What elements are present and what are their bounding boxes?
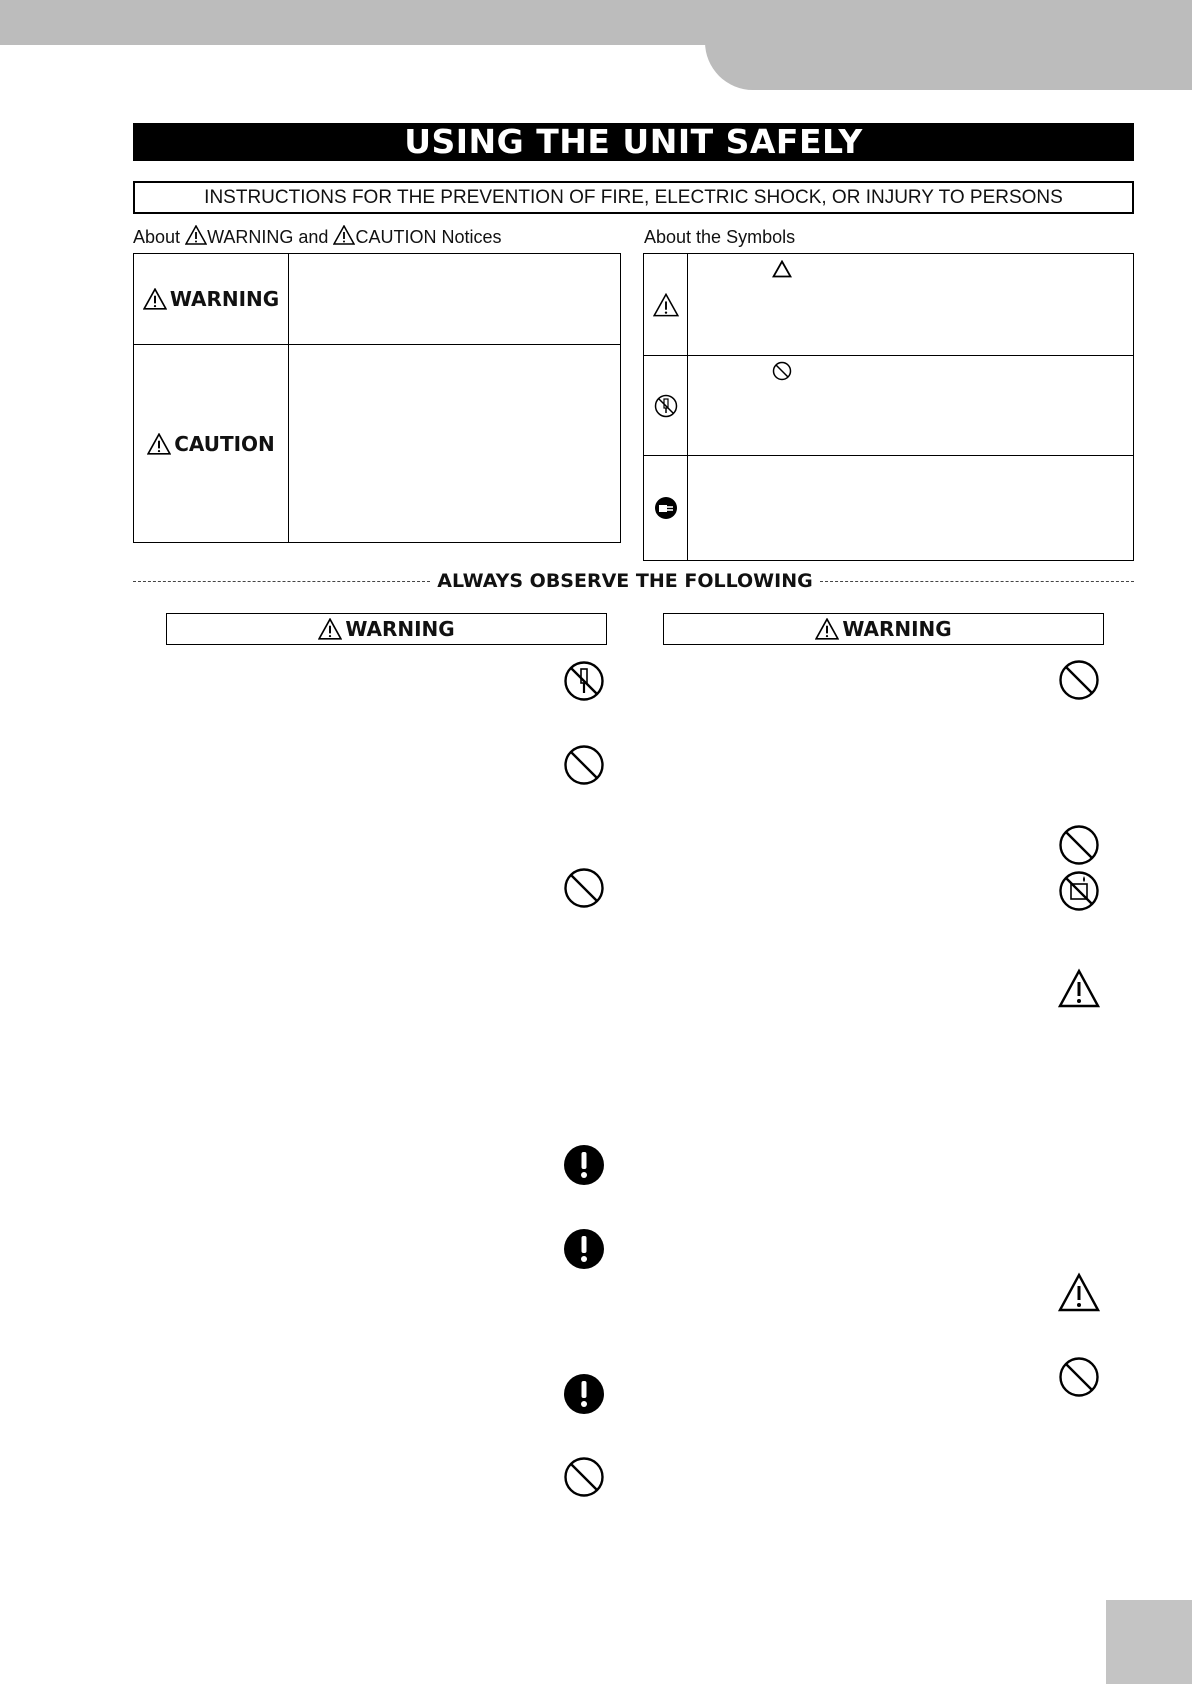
warning-triangle-icon xyxy=(653,293,679,317)
caution-triangle-icon xyxy=(1058,1272,1100,1314)
corner-tab xyxy=(1106,1600,1192,1684)
prohibited-icon xyxy=(563,867,605,909)
warning-row xyxy=(134,254,620,345)
notices-heading-caution: CAUTION xyxy=(355,227,437,247)
prohibited-icon xyxy=(563,1456,605,1498)
symbol-row-mandatory xyxy=(644,456,1133,560)
prohibited-icon xyxy=(1058,824,1100,866)
right-warning-label: WARNING xyxy=(842,617,952,641)
caution-triangle-icon xyxy=(1058,968,1100,1010)
warning-triangle-icon xyxy=(143,288,167,310)
notices-heading-about: About xyxy=(133,227,181,247)
symbols-heading: About the Symbols xyxy=(644,227,796,247)
warning-triangle-icon xyxy=(147,433,171,455)
notices-heading-warning: WARNING xyxy=(207,227,294,247)
warning-triangle-icon xyxy=(185,225,207,245)
instructions-banner: INSTRUCTIONS FOR THE PREVENTION OF FIRE, ELECTRIC SHOCK, OR INJURY TO PERSONS xyxy=(133,181,1134,214)
warning-label: WARNING xyxy=(169,287,280,311)
warning-triangle-icon xyxy=(318,618,342,640)
caution-label: CAUTION xyxy=(174,431,275,456)
prohibited-icon xyxy=(563,744,605,786)
left-warning-box xyxy=(166,613,607,645)
unplug-icon xyxy=(654,496,678,520)
mandatory-action-icon xyxy=(563,1373,605,1415)
top-gray-tab xyxy=(705,0,1192,90)
triangle-icon xyxy=(772,260,792,278)
symbol-row-triangle xyxy=(644,254,1133,356)
caution-description xyxy=(289,345,620,542)
symbol-row-prohibited xyxy=(644,356,1133,456)
mandatory-action-icon xyxy=(563,1228,605,1270)
notices-table xyxy=(133,253,621,543)
divider-left xyxy=(133,581,430,582)
symbols-table xyxy=(643,253,1134,561)
warning-triangle-icon xyxy=(815,618,839,640)
left-warning-label: WARNING xyxy=(345,617,455,641)
prohibited-icon xyxy=(772,361,792,381)
divider-right xyxy=(820,581,1134,582)
notices-heading-and: and xyxy=(298,227,329,247)
no-water-icon xyxy=(1058,870,1100,912)
warning-description xyxy=(289,254,620,344)
always-observe-heading: ALWAYS OBSERVE THE FOLLOWING xyxy=(437,570,813,592)
prohibited-icon xyxy=(1058,659,1100,701)
caution-row xyxy=(134,345,620,542)
page-title: USING THE UNIT SAFELY xyxy=(133,123,1134,161)
prohibited-icon xyxy=(1058,1356,1100,1398)
mandatory-action-icon xyxy=(563,1144,605,1186)
notices-heading xyxy=(133,225,502,249)
notices-heading-notices: Notices xyxy=(441,227,502,247)
disassembly-prohibited-icon xyxy=(563,660,605,702)
disassembly-prohibited-icon xyxy=(654,394,678,418)
warning-triangle-icon xyxy=(333,225,355,245)
right-warning-box xyxy=(663,613,1104,645)
